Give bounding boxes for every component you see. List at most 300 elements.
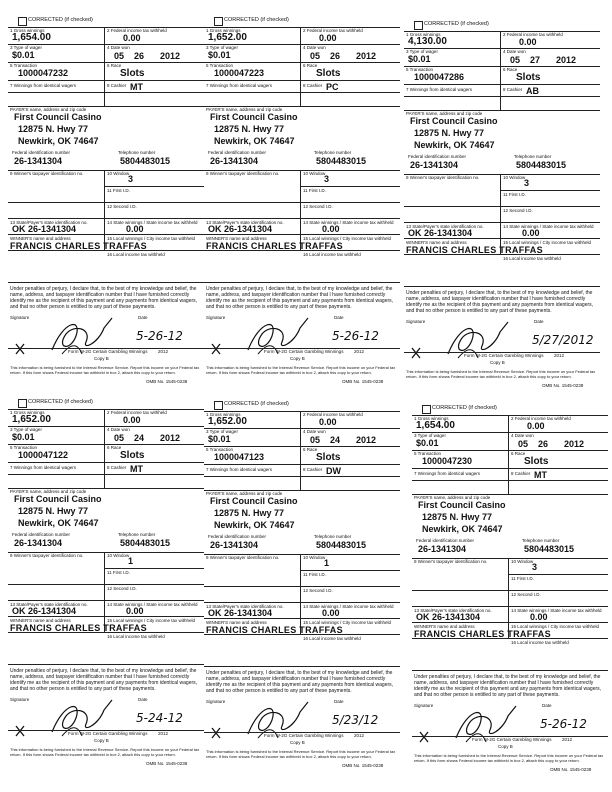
transaction-number: 1000047232 [18,68,69,78]
payer-tin-label: Federal identification number [208,534,267,539]
payer-name: First Council Casino [418,500,506,510]
payer-tin-label: Federal identification number [408,154,467,159]
payer-phone: 5804483015 [120,538,171,548]
payer-city: Newkirk, OK 74647 [18,136,99,146]
wager-type: $0.01 [12,50,35,60]
rule [412,480,608,481]
window-number: 3 [128,174,134,184]
winner-name: FRANCIS CHARLES TRAFFAS [206,241,343,251]
w2g-form-2 [204,14,400,386]
payer-name: First Council Casino [14,494,102,504]
box3-label: 3 Type of wager [414,433,446,438]
date-won-month: 05 [510,55,521,65]
payer-city: Newkirk, OK 74647 [414,140,495,150]
fine-print: This information is being furnished to the Internal Revenue Service. Report this income on your Federal tax return. If this form shows Federal income tax withheld in box 2, attach this copy to your return. [206,365,396,375]
date-won-year: 2012 [356,435,377,445]
date-won-year: 2012 [356,51,377,61]
rule [500,31,501,110]
box7-label: 7 Winnings from identical wagers [406,87,473,92]
winner-label: WINNER'S name and address [10,236,71,241]
box6-label: 6 Race [511,451,526,456]
transaction-number: 1000047286 [414,72,465,82]
box4-label: 4 Date won [107,427,130,432]
box1-label: 1 Gross winnings [206,28,241,33]
box9-label: 9 Winner's taxpayer identification no. [10,553,84,558]
federal-tax-withheld: 0.00 [319,417,337,427]
corrected-label: CORRECTED (if checked) [28,399,93,405]
signed-date: 5/23/12 [332,713,379,727]
box3-label: 3 Type of wager [206,429,238,434]
rule [8,282,204,283]
date-won-day: 24 [330,435,341,445]
date-label: Date [542,703,552,708]
box14-label: 14 State winnings / State income tax withheld [503,224,594,229]
wager-type: $0.01 [208,434,231,444]
payer-city: Newkirk, OK 74647 [214,520,295,530]
box16-label: 16 Local income tax withheld [107,634,165,639]
payer-city: Newkirk, OK 74647 [18,518,99,528]
corrected-checkbox[interactable] [414,21,423,30]
box13-label: 13 State/Payer's state identification no. [206,220,284,225]
box3-label: 3 Type of wager [206,45,238,50]
copy-label: Copy B [290,356,305,361]
payer-label: PAYER'S name, address and zip code [10,107,87,112]
cashier: MT [534,470,547,480]
form-footer: Form W-2G Certain Gambling Winnings [68,349,148,354]
box16-label: 16 Local income tax withheld [511,640,569,645]
box16-label: 16 Local income tax withheld [303,636,361,641]
winner-name: FRANCIS CHARLES TRAFFAS [414,629,551,639]
form-year: 2012 [354,349,365,354]
transaction-number: 1000047223 [214,68,265,78]
omb-number: OMB No. 1545-0238 [146,379,188,384]
box15-label: 15 Local winnings / City income tax withheld [303,236,392,241]
rule [500,174,501,254]
federal-tax-withheld: 0.00 [319,33,337,43]
cashier: AB [526,86,539,96]
form-footer: Form W-2G Certain Gambling Winnings [472,737,552,742]
box6-label: 6 Race [107,63,122,68]
rule [204,602,400,603]
form-footer: Form W-2G Certain Gambling Winnings [464,353,544,358]
signed-date: 5-24-12 [136,711,183,725]
copy-label: Copy B [290,740,305,745]
wager-type: $0.01 [208,50,231,60]
box9-label: 9 Winner's taxpayer identification no. [10,171,84,176]
box5-label: 5 Transaction [206,447,234,452]
date-won-day: 26 [134,51,145,61]
rule [8,462,204,463]
box4-label: 4 Date won [303,429,326,434]
rule [412,606,608,607]
rule [204,234,400,235]
box5-label: 5 Transaction [10,63,38,68]
wager-type: $0.01 [416,438,439,448]
rule [204,476,400,477]
gross-winnings: 1,652.00 [208,416,247,427]
payer-tin: 26-1341304 [210,156,259,166]
box1-label: 1 Gross winnings [10,28,45,33]
payer-name: First Council Casino [210,496,298,506]
box10-label: 10 Window [107,171,130,176]
rule [300,27,301,106]
box9-label: 9 Winner's taxpayer identification no. [406,175,480,180]
rule [508,574,608,575]
box8-label: 8 Cashier [303,83,323,88]
date-won-year: 2012 [564,439,585,449]
rule [8,202,204,203]
rule [104,27,105,106]
rule [204,666,400,667]
box5-label: 5 Transaction [10,445,38,450]
form-year: 2012 [354,733,365,738]
state-tax-withheld: 0.00 [126,606,144,616]
box13-label: 13 State/Payer's state identification no. [406,224,484,229]
federal-tax-withheld: 0.00 [527,421,545,431]
rule [8,218,204,219]
rule [404,286,600,287]
corrected-label: CORRECTED (if checked) [224,401,289,407]
corrected-checkbox[interactable] [422,405,431,414]
gross-winnings: 1,652.00 [12,414,51,425]
rule [8,664,204,665]
state-id: OK 26-1341304 [12,606,77,616]
payer-phone: 5804483015 [120,156,171,166]
corrected-label: CORRECTED (if checked) [424,21,489,27]
date-won-year: 2012 [160,433,181,443]
winner-label: WINNER'S name and address [414,624,475,629]
rule [204,80,400,81]
rule [412,450,608,451]
signature-label: Signature [206,315,226,320]
wager-type: $0.01 [12,432,35,442]
rule [300,186,400,187]
box8-label: 8 Cashier [107,83,127,88]
payer-tin-label: Federal identification number [416,538,475,543]
box2-label: 2 Federal income tax withheld [503,32,563,37]
box16-label: 16 Local income tax withheld [107,252,165,257]
rule [300,570,400,571]
box14-label: 14 State winnings / State income tax withheld [107,220,198,225]
copy-label: Copy B [94,738,109,743]
rule [404,96,600,97]
payer-phone: 5804483015 [524,544,575,554]
box11-label: 11 First I.D. [303,188,326,193]
rule [8,444,204,445]
omb-number: OMB No. 1545-0238 [550,767,592,772]
federal-tax-withheld: 0.00 [123,415,141,425]
box16-label: 16 Local income tax withheld [503,256,561,261]
box5-label: 5 Transaction [206,63,234,68]
rule [404,222,600,223]
fine-print: This information is being furnished to the Internal Revenue Service. Report this income on your Federal tax return. If this form shows Federal income tax withheld in box 2, attach this copy to your return. [10,747,200,757]
omb-number: OMB No. 1545-0238 [342,379,384,384]
rule [8,584,204,585]
box4-label: 4 Date won [107,45,130,50]
box11-label: 11 First I.D. [503,192,526,197]
payer-tin-label: Federal identification number [12,532,71,537]
corrected-checkbox[interactable] [18,17,27,26]
box2-label: 2 Federal income tax withheld [511,416,571,421]
state-id: OK 26-1341304 [12,224,77,234]
box2-label: 2 Federal income tax withheld [107,410,167,415]
transaction-number: 1000047230 [422,456,473,466]
box3-label: 3 Type of wager [10,45,42,50]
box4-label: 4 Date won [511,433,534,438]
payer-tin-label: Federal identification number [12,150,71,155]
rule [104,409,105,488]
box1-label: 1 Gross winnings [414,416,449,421]
w2g-form-6 [412,402,608,774]
box7-label: 7 Winnings from identical wagers [10,83,77,88]
date-label: Date [138,697,148,702]
telephone-label: Telephone number [314,534,352,539]
winner-name: FRANCIS CHARLES TRAFFAS [10,241,147,251]
gross-winnings: 1,652.00 [208,32,247,43]
form-footer: Form W-2G Certain Gambling Winnings [264,733,344,738]
fine-print: This information is being furnished to the Internal Revenue Service. Report this income on your Federal tax return. If this form shows Federal income tax withheld in box 2, attach this copy to your return. [206,749,396,759]
corrected-checkbox[interactable] [18,399,27,408]
date-won-day: 27 [530,55,541,65]
rule [204,92,400,93]
payer-name: First Council Casino [210,112,298,122]
box2-label: 2 Federal income tax withheld [303,412,363,417]
rule [204,586,400,587]
box6-label: 6 Race [303,447,318,452]
box6-label: 6 Race [107,445,122,450]
transaction-number: 1000047123 [214,452,265,462]
machine-type: Slots [516,72,541,83]
perjury-declaration: Under penalties of perjury, I declare that, to the best of my knowledge and belief, the name, address, and taxpayer identification number that I have furnished correctly identify me as the recipient of this payment and any payments from identical wagers, and that no other person is entitled to any part of these payments. [10,286,198,310]
telephone-label: Telephone number [314,150,352,155]
payer-tin: 26-1341304 [14,538,63,548]
rule [8,474,204,475]
box15-label: 15 Local winnings / City income tax withheld [107,236,196,241]
box14-label: 14 State winnings / State income tax withheld [303,604,394,609]
gross-winnings: 1,654.00 [12,32,51,43]
winner-name: FRANCIS CHARLES TRAFFAS [406,245,543,255]
payer-street: 12875 N. Hwy 77 [414,128,485,138]
federal-tax-withheld: 0.00 [123,33,141,43]
machine-type: Slots [316,452,341,463]
box3-label: 3 Type of wager [406,49,438,54]
machine-type: Slots [524,456,549,467]
date-won-month: 05 [114,433,125,443]
box4-label: 4 Date won [503,49,526,54]
payer-phone: 5804483015 [516,160,567,170]
box7-label: 7 Winnings from identical wagers [414,471,481,476]
payer-name: First Council Casino [410,116,498,126]
rule [204,218,400,219]
payer-street: 12875 N. Hwy 77 [18,506,89,516]
rule [204,618,400,619]
copy-label: Copy B [490,360,505,365]
payer-tin: 26-1341304 [210,540,259,550]
date-won-day: 26 [330,51,341,61]
date-won-year: 2012 [556,55,577,65]
box12-label: 12 Second I.D. [503,208,533,213]
rule [204,446,400,447]
signature-label: Signature [10,315,30,320]
date-won-month: 05 [310,51,321,61]
rule [204,62,400,63]
corrected-checkbox[interactable] [214,401,223,410]
corrected-label: CORRECTED (if checked) [224,17,289,23]
rule [404,238,600,239]
rule [412,468,608,469]
form-year: 2012 [158,349,169,354]
box10-label: 10 Window [303,171,326,176]
box1-label: 1 Gross winnings [206,412,241,417]
telephone-label: Telephone number [522,538,560,543]
signature-label: Signature [414,703,434,708]
state-id: OK 26-1341304 [416,612,481,622]
rule [500,190,600,191]
rule [412,590,608,591]
w2g-form-1 [8,14,204,386]
box12-label: 12 Second I.D. [107,586,137,591]
gross-winnings: 1,654.00 [416,420,455,431]
rule [204,202,400,203]
date-label: Date [138,315,148,320]
payer-city: Newkirk, OK 74647 [422,524,503,534]
state-id: OK 26-1341304 [208,224,273,234]
payer-label: PAYER'S name, address and zip code [206,107,283,112]
rule [412,670,608,671]
box10-label: 10 Window [303,555,326,560]
payer-name: First Council Casino [14,112,102,122]
corrected-label: CORRECTED (if checked) [432,405,497,411]
window-number: 1 [128,556,134,566]
date-won-month: 05 [518,439,529,449]
box13-label: 13 State/Payer's state identification no. [10,220,88,225]
rule [8,62,204,63]
rule [204,282,400,283]
rule [8,616,204,617]
box15-label: 15 Local winnings / City income tax withheld [511,624,600,629]
payer-label: PAYER'S name, address and zip code [10,489,87,494]
box7-label: 7 Winnings from identical wagers [10,465,77,470]
date-label: Date [334,699,344,704]
box12-label: 12 Second I.D. [303,204,333,209]
payer-phone: 5804483015 [316,540,367,550]
copy-label: Copy B [498,744,513,749]
omb-number: OMB No. 1545-0238 [542,383,584,388]
signed-date: 5-26-12 [332,329,379,343]
rule [8,80,204,81]
federal-tax-withheld: 0.00 [519,37,537,47]
rule [204,464,400,465]
payer-city: Newkirk, OK 74647 [214,136,295,146]
payer-label: PAYER'S name, address and zip code [406,111,483,116]
box10-label: 10 Window [503,175,526,180]
cashier: MT [130,82,143,92]
box6-label: 6 Race [303,63,318,68]
box3-label: 3 Type of wager [10,427,42,432]
winner-label: WINNER'S name and address [406,240,467,245]
perjury-declaration: Under penalties of perjury, I declare that, to the best of my knowledge and belief, the name, address, and taxpayer identification number that I have furnished correctly identify me as the recipient of this payment and any payments from identical wagers, and that no other person is entitled to any part of these payments. [414,674,602,698]
gross-winnings: 4,130.00 [408,36,447,47]
date-won-day: 26 [538,439,549,449]
rule [8,600,204,601]
date-won-month: 05 [310,435,321,445]
form-year: 2012 [554,353,565,358]
form-year: 2012 [158,731,169,736]
box15-label: 15 Local winnings / City income tax withheld [503,240,592,245]
corrected-label: CORRECTED (if checked) [28,17,93,23]
corrected-checkbox[interactable] [214,17,223,26]
payer-phone: 5804483015 [316,156,367,166]
w2g-form-5 [204,398,400,770]
machine-type: Slots [316,68,341,79]
rule [300,554,301,634]
signed-date: 5-26-12 [136,329,183,343]
rule [300,411,301,490]
signature-label: Signature [406,319,426,324]
box2-label: 2 Federal income tax withheld [107,28,167,33]
payer-tin: 26-1341304 [14,156,63,166]
box8-label: 8 Cashier [303,467,323,472]
state-id: OK 26-1341304 [208,608,273,618]
telephone-label: Telephone number [514,154,552,159]
box15-label: 15 Local winnings / City income tax withheld [303,620,392,625]
payer-tin: 26-1341304 [418,544,467,554]
perjury-declaration: Under penalties of perjury, I declare that, to the best of my knowledge and belief, the name, address, and taxpayer identification number that I have furnished correctly identify me as the recipient of this payment and any payments from identical wagers, and that no other person is entitled to any part of these payments. [206,286,394,310]
signed-date: 5-26-12 [540,717,587,731]
box2-label: 2 Federal income tax withheld [303,28,363,33]
rule [404,206,600,207]
box14-label: 14 State winnings / State income tax withheld [511,608,602,613]
form-footer: Form W-2G Certain Gambling Winnings [68,731,148,736]
w2g-form-4 [8,396,204,768]
rule [104,568,204,569]
state-id: OK 26-1341304 [408,228,473,238]
w2g-form-3 [404,18,600,390]
rule [508,415,509,494]
box8-label: 8 Cashier [503,87,523,92]
box14-label: 14 State winnings / State income tax withheld [303,220,394,225]
perjury-declaration: Under penalties of perjury, I declare that, to the best of my knowledge and belief, the name, address, and taxpayer identification number that I have furnished correctly identify me as the recipient of this payment and any payments from identical wagers, and that no other person is entitled to any part of these payments. [206,670,394,694]
copy-label: Copy B [94,356,109,361]
box10-label: 10 Window [107,553,130,558]
box15-label: 15 Local winnings / City income tax withheld [107,618,196,623]
box1-label: 1 Gross winnings [406,32,441,37]
omb-number: OMB No. 1545-0238 [342,763,384,768]
payer-street: 12875 N. Hwy 77 [214,124,285,134]
box9-label: 9 Winner's taxpayer identification no. [414,559,488,564]
box8-label: 8 Cashier [107,465,127,470]
perjury-declaration: Under penalties of perjury, I declare that, to the best of my knowledge and belief, the name, address, and taxpayer identification number that I have furnished correctly identify me as the recipient of this payment and any payments from identical wagers, and that no other person is entitled to any part of these payments. [10,668,198,692]
machine-type: Slots [120,68,145,79]
fine-print: This information is being furnished to the Internal Revenue Service. Report this income on your Federal tax return. If this form shows Federal income tax withheld in box 2, attach this copy to your return. [406,369,596,379]
box10-label: 10 Window [511,559,534,564]
box5-label: 5 Transaction [406,67,434,72]
signature-label: Signature [10,697,30,702]
cashier: PC [326,82,339,92]
winner-label: WINNER'S name and address [206,236,267,241]
payer-tin-label: Federal identification number [208,150,267,155]
state-tax-withheld: 0.00 [322,608,340,618]
box16-label: 16 Local income tax withheld [303,252,361,257]
rule [300,170,301,250]
telephone-label: Telephone number [118,532,156,537]
winner-label: WINNER'S name and address [206,620,267,625]
box6-label: 6 Race [503,67,518,72]
box4-label: 4 Date won [303,45,326,50]
rule [104,552,105,632]
rule [508,558,509,638]
box13-label: 13 State/Payer's state identification no. [206,604,284,609]
